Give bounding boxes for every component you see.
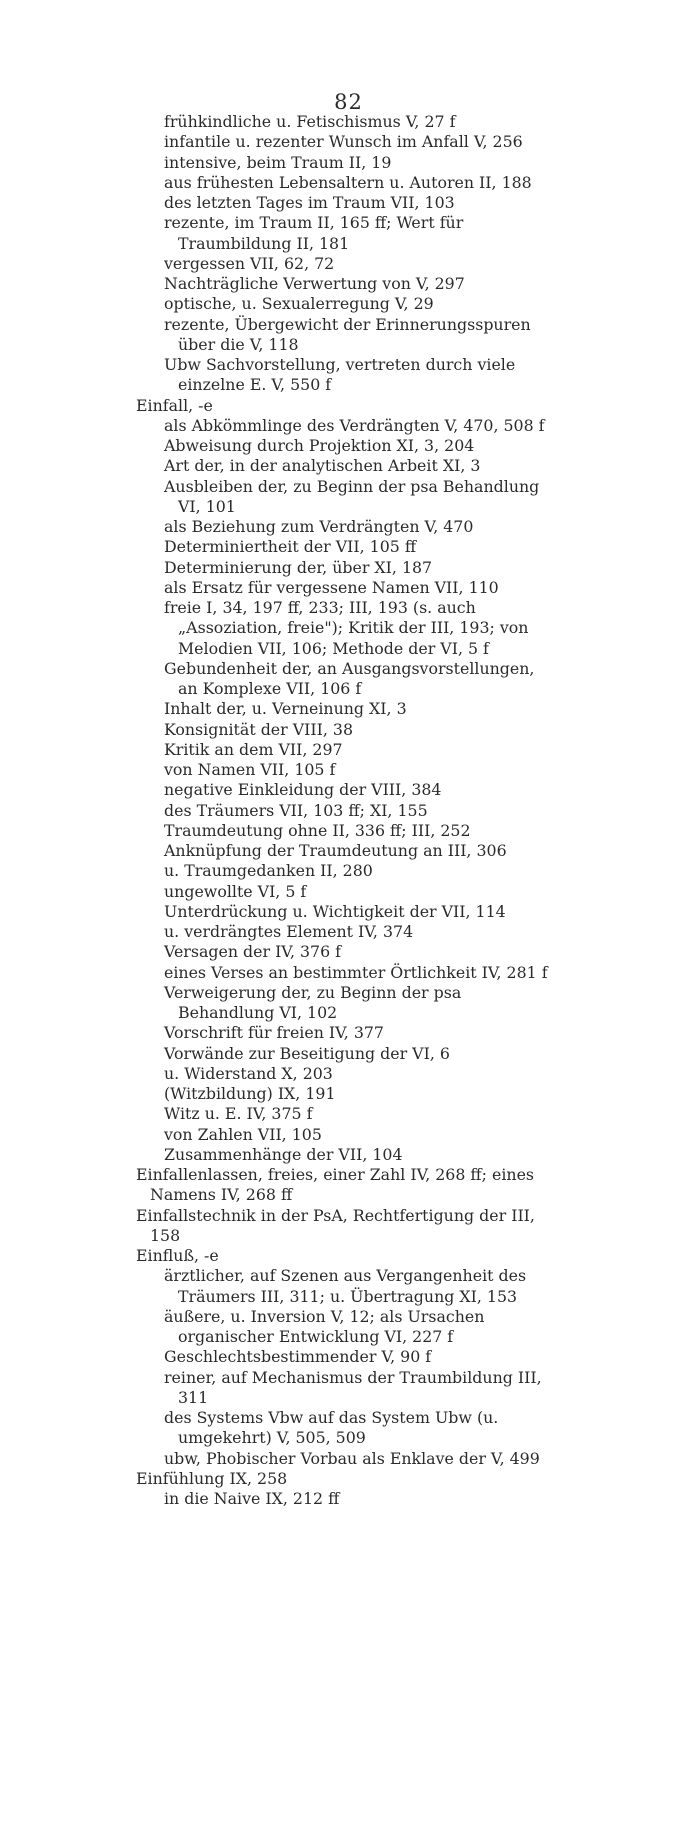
index-subentry: Determinierung der, über XI, 187 xyxy=(164,557,433,577)
index-subentry: Ubw Sachvorstellung, vertreten durch viele einzelne E. V, 550 f xyxy=(164,355,516,395)
index-subentry: von Zahlen VII, 105 xyxy=(164,1124,322,1144)
index-subentry: Abweisung durch Projektion XI, 3, 204 xyxy=(164,436,475,455)
index-headword: Einfallstechnik in der PsA, Rechtfertigung der III, 158 xyxy=(136,1205,535,1245)
index-subentry: als Abkömmlinge des Verdrängten V, 470, 508 f xyxy=(164,415,545,435)
index-headword: Einfall, -e xyxy=(136,395,213,415)
index-subentry: infantile u. rezenter Wunsch im Anfall V, 256 xyxy=(164,132,523,152)
index-subentry: reiner, auf Mechanismus der Traumbildung III, 311 xyxy=(164,1367,542,1407)
index-subentry: Konsignität der VIII, 38 xyxy=(164,719,353,739)
index-subentry: u. Traumgedanken II, 280 xyxy=(164,861,373,881)
index-subentry: Zusammenhänge der VII, 104 xyxy=(164,1144,403,1164)
index-subentry: Gebundenheit der, an Ausgangsvorstellungen, an Komplexe VII, 106 f xyxy=(164,658,535,698)
index-subentry: Anknüpfung der Traumdeutung an III, 306 xyxy=(164,841,507,860)
index-subentry: u. verdrängtes Element IV, 374 xyxy=(164,922,414,941)
index-subentry: Traumdeutung ohne II, 336 ff; III, 252 xyxy=(164,820,471,840)
index-subentry: ubw, Phobischer Vorbau als Enklave der V, 499 xyxy=(164,1448,540,1468)
index-list xyxy=(136,112,556,1509)
index-subentry: intensive, beim Traum II, 19 xyxy=(164,152,392,172)
index-subentry: in die Naive IX, 212 ff xyxy=(164,1489,340,1508)
index-subentry: Ausbleiben der, zu Beginn der psa Behandlung VI, 101 xyxy=(164,476,540,516)
index-subentry: Versagen der IV, 376 f xyxy=(164,942,342,962)
index-subentry: Unterdrückung u. Wichtigkeit der VII, 114 xyxy=(164,901,506,921)
index-subentry: des letzten Tages im Traum VII, 103 xyxy=(164,193,455,212)
index-subentry: u. Widerstand X, 203 xyxy=(164,1063,333,1083)
index-headword: Einfühlung IX, 258 xyxy=(136,1468,288,1488)
index-subentry: aus frühesten Lebensaltern u. Autoren II, 188 xyxy=(164,172,532,192)
index-subentry: Geschlechtsbestimmender V, 90 f xyxy=(164,1347,432,1367)
index-subentry: frühkindliche u. Fetischismus V, 27 f xyxy=(164,112,456,131)
index-subentry: Determiniertheit der VII, 105 ff xyxy=(164,537,417,557)
index-subentry: vergessen VII, 62, 72 xyxy=(164,253,335,273)
index-subentry: negative Einkleidung der VIII, 384 xyxy=(164,780,442,800)
index-subentry: Verweigerung der, zu Beginn der psa Behandlung VI, 102 xyxy=(164,982,462,1022)
index-headword: Einfallenlassen, freies, einer Zahl IV, 268 ff; eines Namens IV, 268 ff xyxy=(136,1165,535,1205)
index-subentry: eines Verses an bestimmter Örtlichkeit IV, 281 f xyxy=(164,962,548,982)
index-subentry: (Witzbildung) IX, 191 xyxy=(164,1084,336,1103)
index-subentry: äußere, u. Inversion V, 12; als Ursachen organischer Entwicklung VI, 227 f xyxy=(164,1306,485,1346)
index-subentry: Inhalt der, u. Verneinung XI, 3 xyxy=(164,699,407,719)
index-subentry: Art der, in der analytischen Arbeit XI, 3 xyxy=(164,456,481,476)
index-subentry: rezente, im Traum II, 165 ff; Wert für Traumbildung II, 181 xyxy=(164,213,464,253)
index-subentry: als Ersatz für vergessene Namen VII, 110 xyxy=(164,577,499,597)
index-headword: Einfluß, -e xyxy=(136,1246,219,1265)
index-subentry: Kritik an dem VII, 297 xyxy=(164,739,343,759)
index-subentry: als Beziehung zum Verdrängten V, 470 xyxy=(164,517,474,536)
index-subentry: freie I, 34, 197 ff, 233; III, 193 (s. auch „Assoziation, freie"); Kritik der III, 193; von Melodien VII, 106; Methode der VI, 5 f xyxy=(164,598,529,658)
index-subentry: ärztlicher, auf Szenen aus Vergangenheit des Träumers III, 311; u. Übertragung XI, 153 xyxy=(164,1266,527,1306)
index-subentry: des Träumers VII, 103 ff; XI, 155 xyxy=(164,800,428,820)
index-subentry: Nachträgliche Verwertung von V, 297 xyxy=(164,274,465,293)
index-subentry: optische, u. Sexualerregung V, 29 xyxy=(164,294,434,314)
index-subentry: von Namen VII, 105 f xyxy=(164,760,336,779)
index-subentry: rezente, Übergewicht der Erinnerungsspuren über die V, 118 xyxy=(164,314,531,354)
index-subentry: Vorschrift für freien IV, 377 xyxy=(164,1023,384,1043)
index-subentry: Vorwände zur Beseitigung der VI, 6 xyxy=(164,1043,450,1063)
index-subentry: ungewollte VI, 5 f xyxy=(164,881,307,901)
index-subentry: Witz u. E. IV, 375 f xyxy=(164,1104,313,1124)
page-number: 82 xyxy=(334,90,363,114)
index-subentry: des Systems Vbw auf das System Ubw (u. umgekehrt) V, 505, 509 xyxy=(164,1408,499,1448)
